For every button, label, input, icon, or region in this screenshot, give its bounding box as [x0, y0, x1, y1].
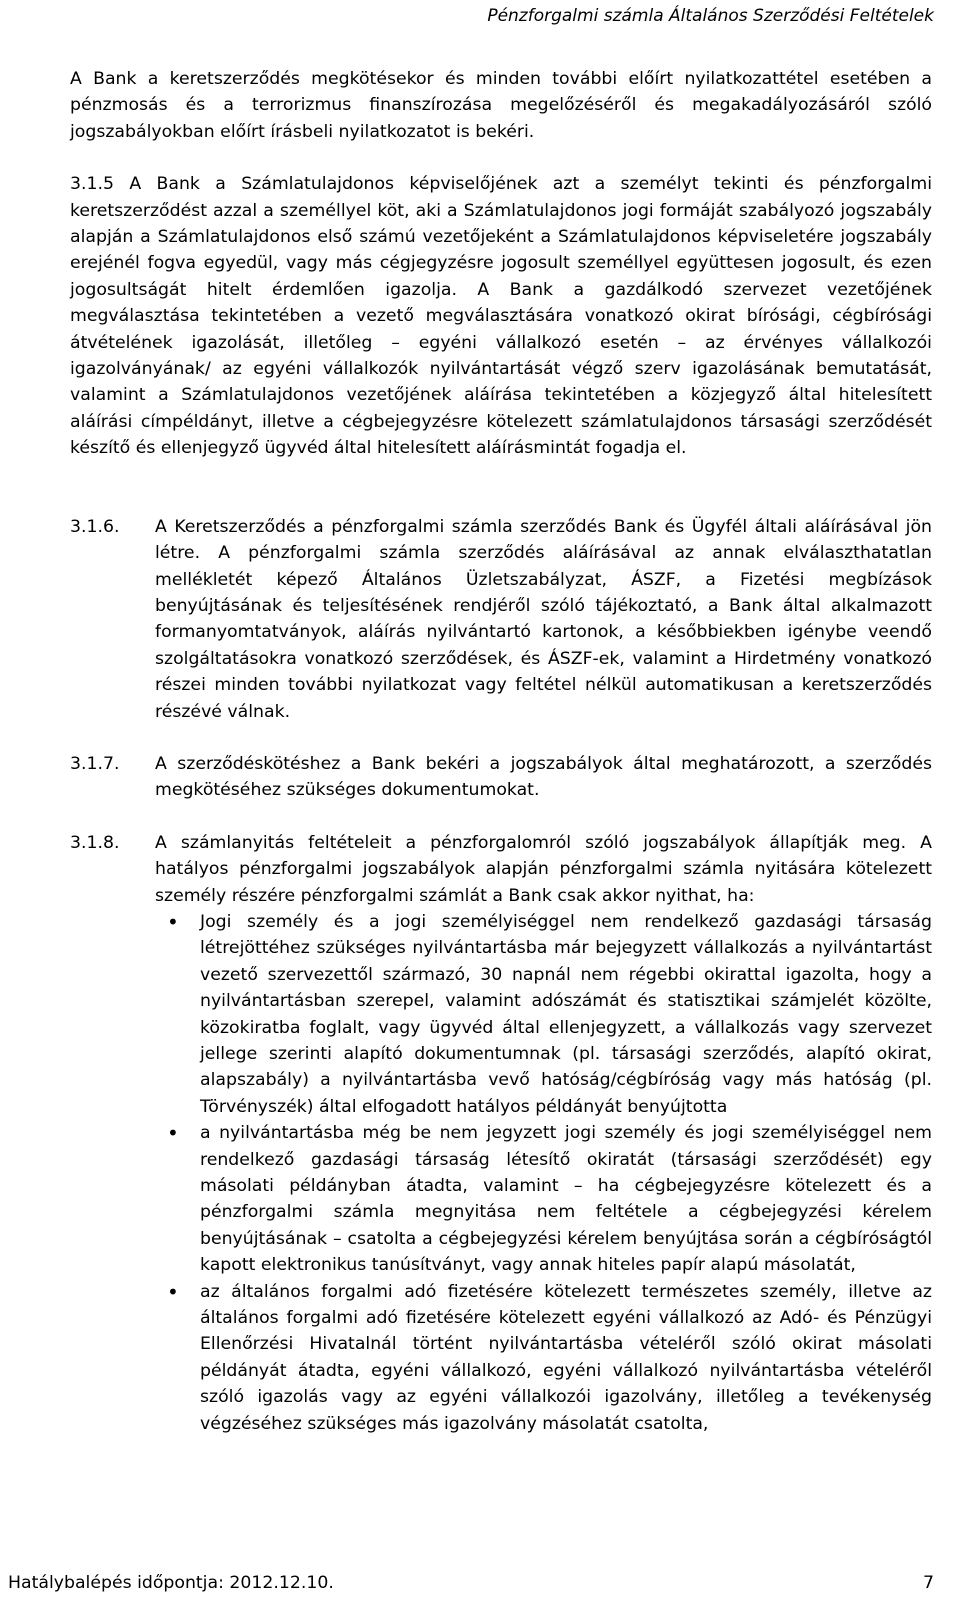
bullet-icon: •	[167, 909, 179, 934]
bullet-icon: •	[167, 1279, 179, 1304]
section-number: 3.1.7.	[70, 753, 120, 774]
section-3-1-6	[70, 514, 932, 725]
section-text: A számlanyitás feltételeit a pénzforgalomról szóló jogszabályok állapítják meg. A hatályos pénzforgalmi jogszabályok alapján pénzforgalmi számla nyitására kötelezett személy részére pénzforgalmi számlát a Bank csak akkor nyithat, ha:	[155, 832, 932, 906]
list-item: • a nyilvántartásba még be nem jegyzett jogi személy és jogi személyiséggel nem rendelkező gazdasági társaság létesítő okiratát (társasági szerződését) egy másolati példányban átadta, valamint – ha cégbejegyzésre kötelezett és a pénzforgalmi számla megnyitása nem feltétele a cégbejegyzési kérelem benyújtásának – csatolta a cégbejegyzési kérelem benyújtása során a cégbíróságtól kapott elektronikus tanúsítványt, vagy annak hiteles papír alapú másolatát,	[155, 1120, 932, 1278]
list-item: • az általános forgalmi adó fizetésére kötelezett természetes személy, illetve az általános forgalmi adó fizetésére kötelezett egyéni vállalkozó az Adó- és Pénzügyi Ellenőrzési Hivatalnál történt nyilvántartásba vételéről szóló okirat másolati példányát átadta, egyéni vállalkozó, egyéni vállalkozó nyilvántartásba vételéről szóló igazolás vagy az egyéni vállalkozói igazolvány, illetőleg a tevékenység végzéséhez szükséges más igazolvány másolatát csatolta,	[155, 1279, 932, 1437]
section-number: 3.1.8.	[70, 832, 120, 853]
section-text: A Keretszerződés a pénzforgalmi számla szerződés Bank és Ügyfél általi aláírásával jön létre. A pénzforgalmi számla szerződés aláírásával az annak elválaszthatatlan mellékletét képező Általános Üzletszabályzat, ÁSZF, a Fizetési megbízások benyújtásának és teljesítésének rendjéről szóló tájékoztató, a Bank által alkalmazott formanyomtatványok, aláírás nyilvántartó kartonok, a későbbiekben igénybe veendő szolgáltatásokra vonatkozó szerződések, és ÁSZF-ek, valamint a Hirdetmény vonatkozó részei minden további nyilatkozat vagy feltétel nélkül automatikusan a keretszerződés részévé válnak.	[155, 516, 932, 722]
bullet-icon: •	[167, 1121, 179, 1146]
section-text: A szerződéskötéshez a Bank bekéri a jogszabályok által meghatározott, a szerződés megkötéséhez szükséges dokumentumokat.	[155, 753, 932, 801]
effective-date: Hatálybalépés időpontja: 2012.12.10.	[8, 1573, 334, 1593]
section-text: A Bank a Számlatulajdonos képviselőjének azt a személyt tekinti és pénzforgalmi keretszerződést azzal a személlyel köt, aki a Számlatulajdonos jogi formáját szabályozó jogszabály alapján a Számlatulajdonos első számú vezetőjeként a Számlatulajdonos képviseletére jogszabály erejénél fogva egyedül, vagy más cégjegyzésre jogosult személlyel együttesen jogosult, és ezen jogosultságát hitelt érdemlően igazolja. A Bank a gazdálkodó szervezet vezetőjének megválasztása tekintetében a vezető megválasztására vonatkozó okirat bírósági, cégbírósági átvételének igazolását, illetőleg – egyéni vállalkozó esetén – az érvényes vállalkozói igazolványának/ az egyéni vállalkozók nyilvántartását végző szerv igazolásának bemutatását, valamint a Számlatulajdonos vezetőjének aláírása tekintetében a közjegyző által hitelesített aláírási címpéldányt, illetve a cégbejegyzésre kötelezett számlatulajdonos társasági szerződését készítő és ellenjegyző ügyvéd által hitelesített aláírásmintát fogadja el.	[70, 174, 932, 459]
list-item: • Jogi személy és a jogi személyiséggel nem rendelkező gazdasági társaság létrejöttéhez szükséges nyilvántartásba már bejegyzett vállalkozás a nyilvántartást vezető szervezettől származó, 30 napnál nem régebbi okirattal igazolta, hogy a nyilvántartásban szerepel, valamint adószámát és statisztikai számjelét közölte, közokiratba foglalt, vagy ügyvéd által ellenjegyzett, a vállalkozás vagy szervezet jellege szerinti alapító dokumentumnak (pl. társasági szerződés, alapító okirat, alapszabály) a nyilvántartásba vevő hatóság/cégbíróság vagy más hatóság (pl. Törvényszék) által elfogadott hatályos példányát benyújtotta	[155, 909, 932, 1120]
document-body	[70, 66, 932, 1437]
section-3-1-7	[70, 751, 932, 804]
page-header: Pénzforgalmi számla Általános Szerződési Feltételek	[487, 6, 934, 26]
page-number: 7	[923, 1573, 934, 1593]
section-number: 3.1.5	[70, 174, 114, 195]
section-3-1-8	[70, 830, 932, 1437]
section-number: 3.1.6.	[70, 516, 120, 537]
requirements-list	[155, 909, 932, 1437]
intro-paragraph: A Bank a keretszerződés megkötésekor és minden további előírt nyilatkozattétel esetében a pénzmosás és a terrorizmus finanszírozása megelőzéséről és megakadályozásáról szóló jogszabályokban előírt írásbeli nyilatkozatot is bekéri.	[70, 69, 932, 142]
section-3-1-5	[70, 171, 932, 461]
